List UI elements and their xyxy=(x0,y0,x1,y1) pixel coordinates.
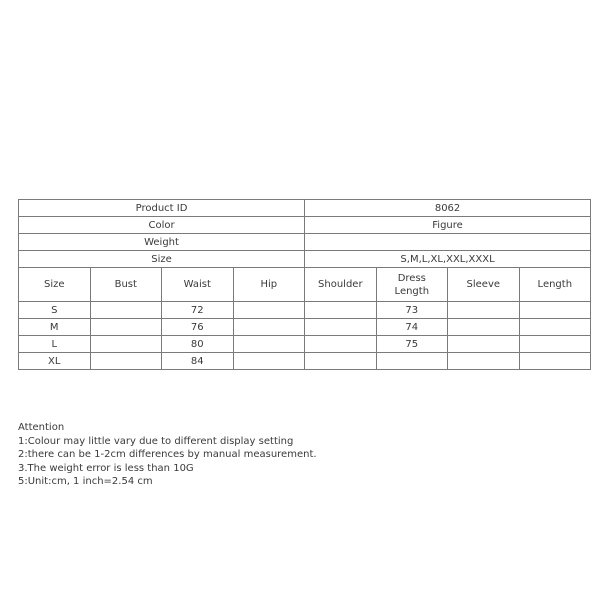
note-line: 5:Unit:cm, 1 inch=2.54 cm xyxy=(18,476,153,487)
table-cell xyxy=(448,336,520,353)
table-cell xyxy=(305,353,377,370)
info-label: Size xyxy=(19,251,305,268)
table-cell: 72 xyxy=(162,302,234,319)
table-cell xyxy=(519,336,591,353)
column-header-dress-length: Dress Length xyxy=(376,268,448,302)
column-header-row xyxy=(19,268,591,302)
table-cell: 76 xyxy=(162,319,234,336)
info-row-color xyxy=(19,217,591,234)
table-cell: 73 xyxy=(376,302,448,319)
info-label: Color xyxy=(19,217,305,234)
column-header-shoulder: Shoulder xyxy=(305,268,377,302)
column-header-length: Length xyxy=(519,268,591,302)
table-cell xyxy=(233,302,305,319)
column-header-bust: Bust xyxy=(90,268,162,302)
table-row xyxy=(19,319,591,336)
info-row-product-id xyxy=(19,200,591,217)
table-row xyxy=(19,353,591,370)
info-value: 8062 xyxy=(305,200,591,217)
table-cell: S xyxy=(19,302,91,319)
table-cell: M xyxy=(19,319,91,336)
table-cell xyxy=(90,336,162,353)
table-cell xyxy=(519,319,591,336)
table-cell xyxy=(90,319,162,336)
note-line: 3.The weight error is less than 10G xyxy=(18,462,194,474)
table-cell xyxy=(233,319,305,336)
table-row xyxy=(19,302,591,319)
table-cell: 75 xyxy=(376,336,448,353)
table-row xyxy=(19,336,591,353)
info-value: Figure xyxy=(305,217,591,234)
table-cell xyxy=(448,319,520,336)
table-cell: XL xyxy=(19,353,91,370)
table-cell xyxy=(233,336,305,353)
info-label: Product ID xyxy=(19,200,305,217)
table-cell xyxy=(376,353,448,370)
table-cell xyxy=(519,353,591,370)
table-cell xyxy=(519,302,591,319)
table-cell xyxy=(448,353,520,370)
table-cell: 80 xyxy=(162,336,234,353)
table-cell: 74 xyxy=(376,319,448,336)
table-cell xyxy=(90,353,162,370)
note-line: 1:Colour may little vary due to different display setting xyxy=(18,435,294,447)
table-cell xyxy=(233,353,305,370)
table-cell: L xyxy=(19,336,91,353)
column-header-waist: Waist xyxy=(162,268,234,302)
note-line: 2:there can be 1-2cm differences by manual measurement. xyxy=(18,449,317,460)
table-cell xyxy=(305,336,377,353)
table-cell: 84 xyxy=(162,353,234,370)
table-cell xyxy=(448,302,520,319)
column-header-size: Size xyxy=(19,268,91,302)
table-cell xyxy=(305,302,377,319)
info-row-size xyxy=(19,251,591,268)
column-header-hip: Hip xyxy=(233,268,305,302)
info-label: Weight xyxy=(19,234,305,251)
info-row-weight xyxy=(19,234,591,251)
attention-notes xyxy=(18,421,317,489)
table-cell xyxy=(305,319,377,336)
column-header-sleeve: Sleeve xyxy=(448,268,520,302)
notes-heading: Attention xyxy=(18,422,65,433)
info-value: S,M,L,XL,XXL,XXXL xyxy=(305,251,591,268)
table-cell xyxy=(90,302,162,319)
size-chart-table xyxy=(18,199,591,370)
info-value xyxy=(305,234,591,251)
